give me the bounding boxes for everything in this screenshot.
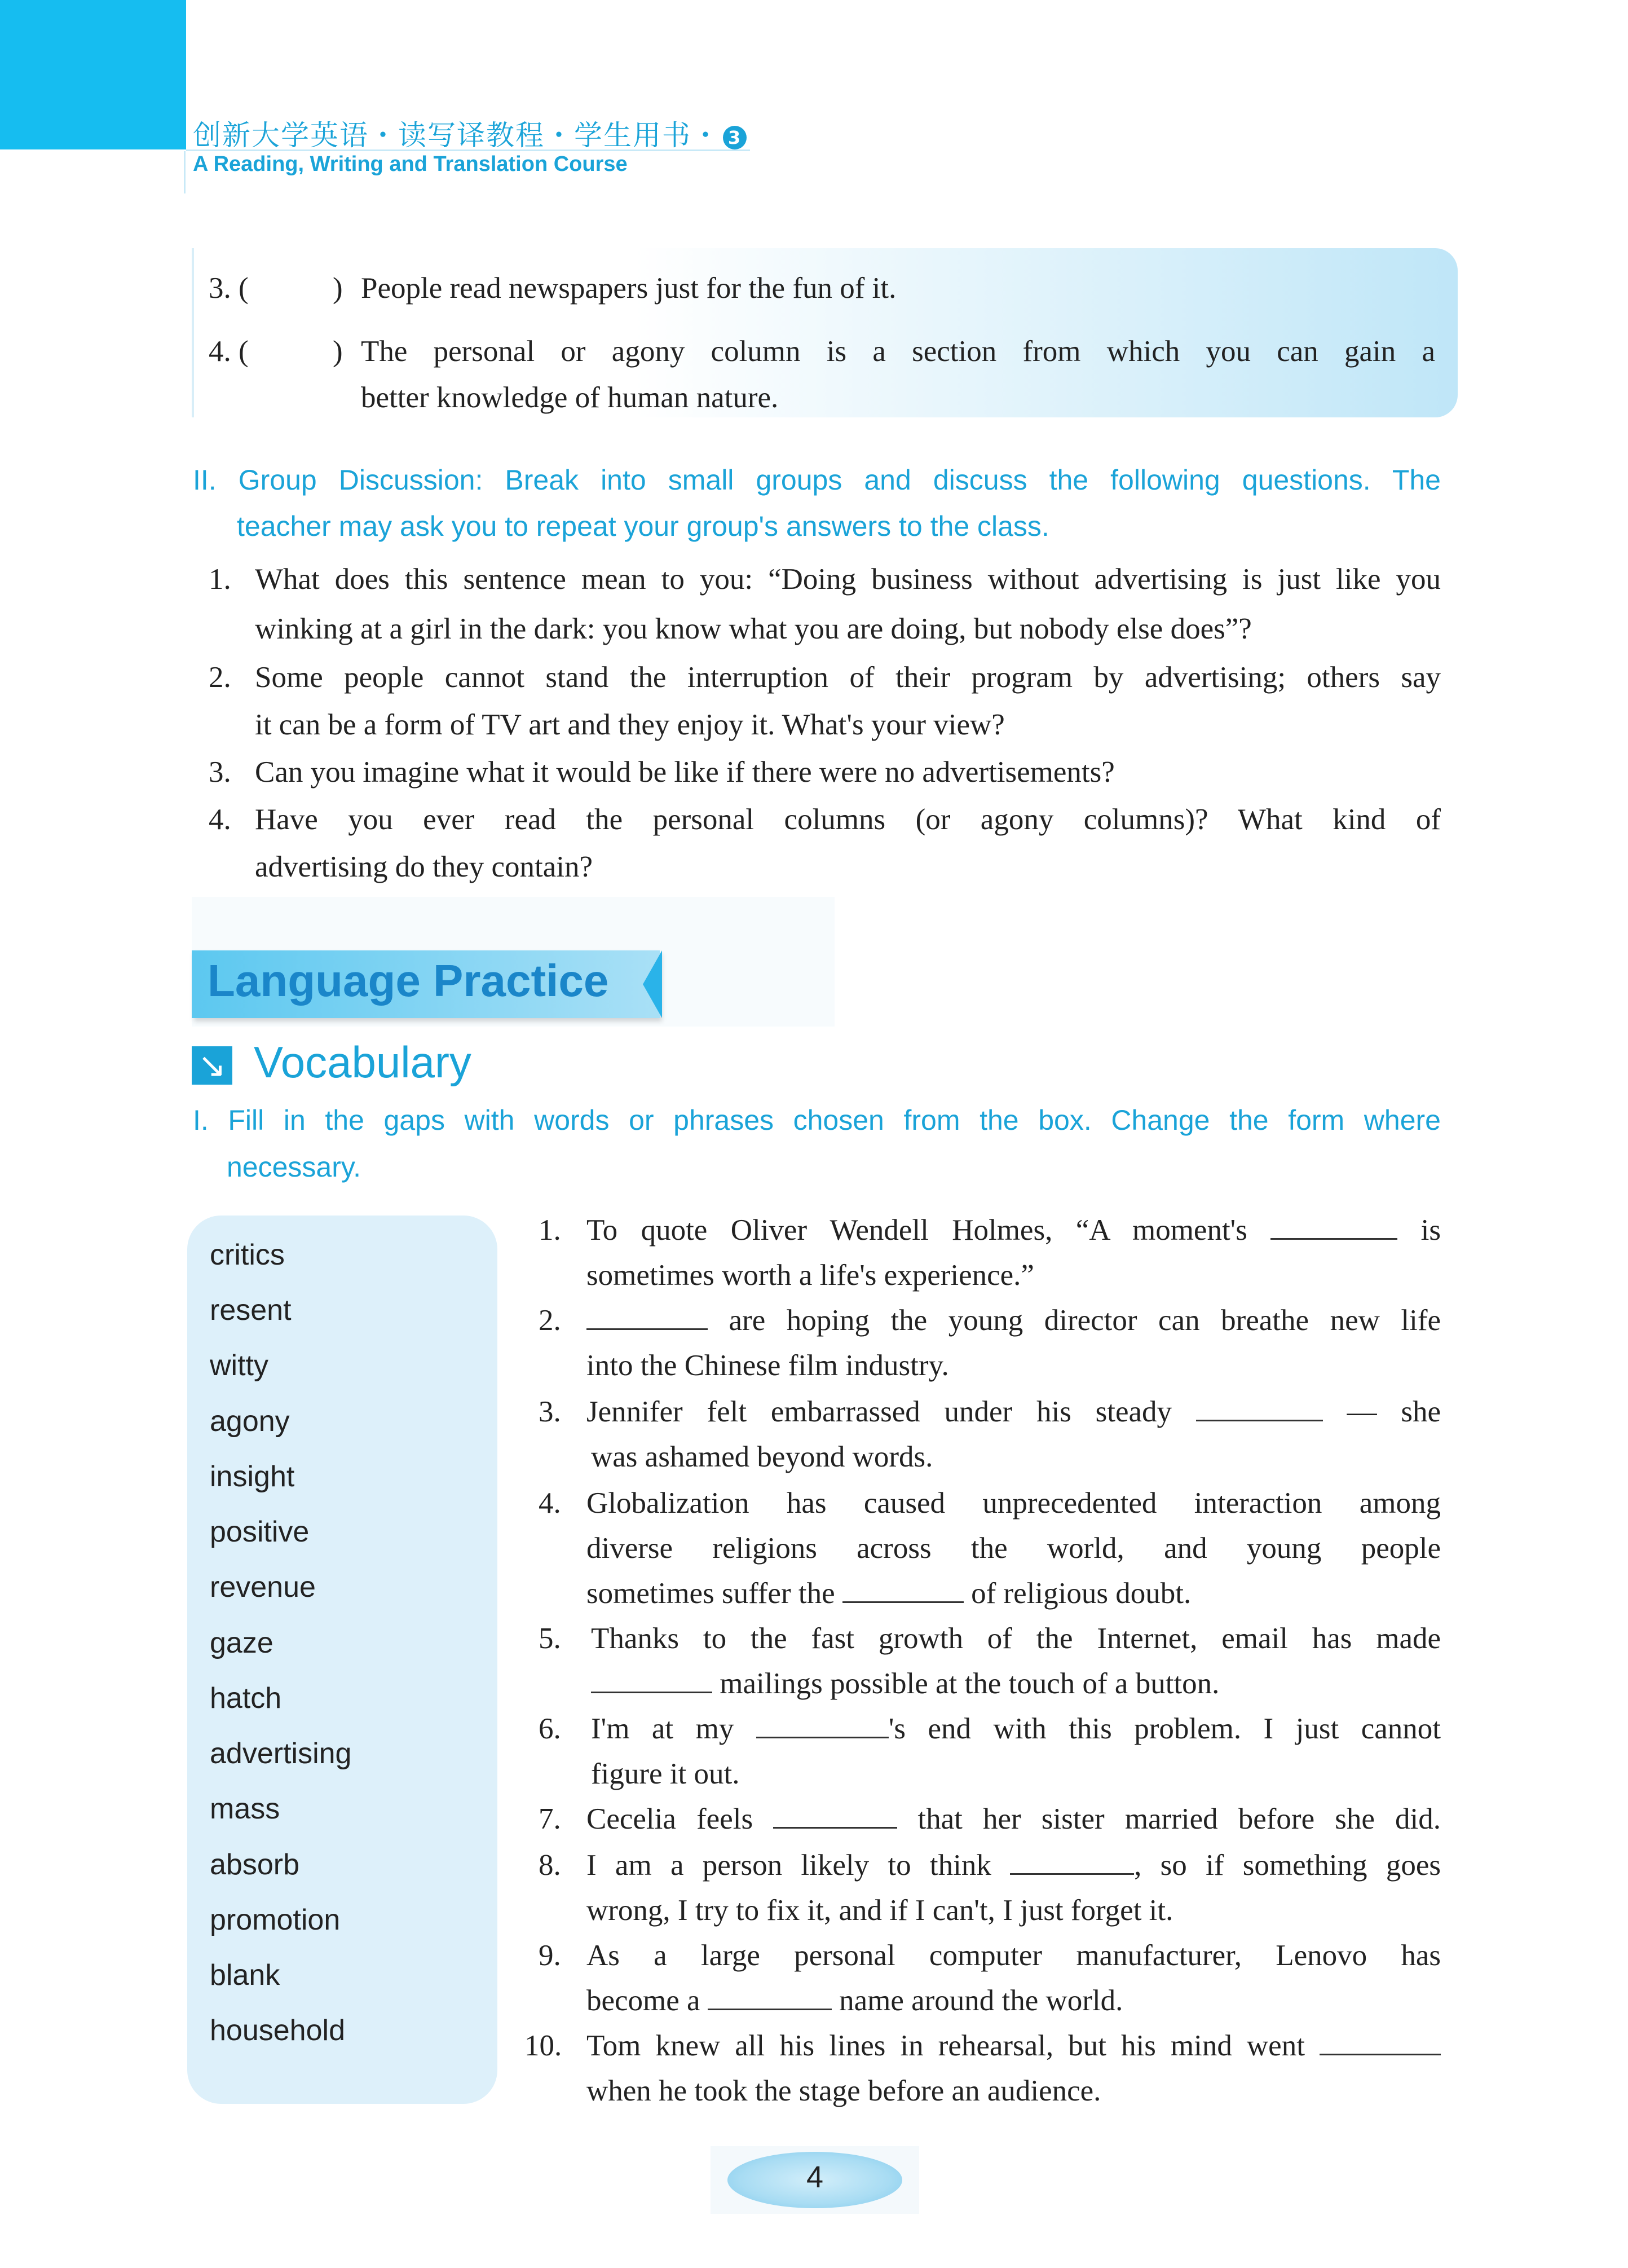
- group-discussion-heading: teacher may ask you to repeat your group's answers to the class.: [237, 510, 1049, 542]
- question-text: advertising do they contain?: [255, 851, 593, 883]
- question-number: 2.: [209, 661, 231, 694]
- answer-blank[interactable]: [756, 1707, 889, 1738]
- exercise-number: 3.: [539, 1395, 561, 1428]
- header-title-en: A Reading, Writing and Translation Course: [193, 152, 628, 176]
- header-divider: [184, 151, 186, 193]
- exercise-line: into the Chinese film industry.: [586, 1349, 949, 1382]
- vocabulary-instruction: I. Fill in the gaps with words or phrases chosen from the box. Change the form where: [193, 1104, 1441, 1136]
- tf-item-text: People read newspapers just for the fun of it.: [361, 272, 897, 305]
- vocabulary-title: Vocabulary: [254, 1037, 471, 1087]
- word-box-item: advertising: [210, 1737, 352, 1770]
- question-text: Some people cannot stand the interruption of their program by advertising; others say: [255, 661, 1441, 694]
- vocabulary-instruction: necessary.: [227, 1151, 361, 1183]
- question-text: Have you ever read the personal columns (or agony columns)? What kind of: [255, 803, 1441, 836]
- answer-blank[interactable]: [1010, 1843, 1134, 1875]
- exercise-line: To quote Oliver Wendell Holmes, “A moment's is: [586, 1207, 1441, 1253]
- arrow-down-right-icon: ↘: [192, 1046, 232, 1085]
- word-box-item: agony: [210, 1405, 290, 1438]
- exercise-line: I'm at my 's end with this problem. I just cannot: [591, 1706, 1441, 1752]
- language-practice-title: Language Practice: [208, 955, 609, 1006]
- page-number: 4: [727, 2152, 902, 2208]
- language-practice-banner: [192, 950, 660, 1018]
- exercise-line: Globalization has caused unprecedented interaction among: [586, 1487, 1441, 1520]
- tf-item-number: 3. (: [209, 272, 249, 305]
- word-box-item: positive: [210, 1516, 310, 1548]
- banner-tip-icon: [643, 950, 662, 1018]
- question-text: What does this sentence mean to you: “Doing business without advertising is just like you: [255, 563, 1441, 596]
- word-box-item: absorb: [210, 1848, 299, 1881]
- header-title-cn: 创新大学英语・读写译教程・学生用书・ 3: [193, 113, 747, 153]
- exercise-line: when he took the stage before an audience.: [586, 2075, 1101, 2107]
- answer-blank[interactable]: [773, 1797, 897, 1829]
- exercise-line: Tom knew all his lines in rehearsal, but his mind went: [586, 2023, 1441, 2069]
- word-box-item: blank: [210, 1959, 280, 1992]
- exercise-number: 9.: [539, 1939, 561, 1972]
- question-number: 1.: [209, 563, 231, 596]
- exercise-number: 2.: [539, 1304, 561, 1337]
- word-box-item: gaze: [210, 1627, 273, 1659]
- answer-blank[interactable]: [586, 1298, 708, 1330]
- exercise-number: 10.: [524, 2029, 562, 2062]
- answer-blank[interactable]: [842, 1571, 964, 1603]
- tf-item-paren: ): [333, 335, 343, 368]
- word-box-item: resent: [210, 1294, 292, 1327]
- word-box-item: insight: [210, 1460, 295, 1493]
- word-box-item: household: [210, 2014, 345, 2047]
- tf-item-number: 4. (: [209, 335, 249, 368]
- exercise-number: 4.: [539, 1487, 561, 1520]
- exercise-number: 1.: [539, 1214, 561, 1247]
- exercise-line: wrong, I try to fix it, and if I can't, I just forget it.: [586, 1894, 1173, 1927]
- question-text: winking at a girl in the dark: you know what you are doing, but nobody else does”?: [255, 613, 1252, 645]
- exercise-line: mailings possible at the touch of a button.: [591, 1661, 1441, 1707]
- answer-blank[interactable]: [591, 1662, 712, 1693]
- exercise-line: Jennifer felt embarrassed under his steady — she: [586, 1389, 1441, 1435]
- corner-color-block: [0, 0, 186, 149]
- question-number: 3.: [209, 756, 231, 789]
- exercise-number: 6.: [539, 1712, 561, 1745]
- word-box-item: revenue: [210, 1571, 316, 1604]
- exercise-line: As a large personal computer manufacturer, Lenovo has: [586, 1939, 1441, 1972]
- exercise-line: Thanks to the fast growth of the Internet, email has made: [591, 1622, 1441, 1655]
- exercise-line: Cecelia feels that her sister married before she did.: [586, 1796, 1441, 1842]
- exercise-line: sometimes suffer the of religious doubt.: [586, 1570, 1441, 1617]
- exercise-number: 5.: [539, 1622, 561, 1655]
- exercise-number: 8.: [539, 1849, 561, 1882]
- exercise-number: 7.: [539, 1803, 561, 1835]
- tf-item-text: The personal or agony column is a section from which you can gain a: [361, 335, 1435, 368]
- question-number: 4.: [209, 803, 231, 836]
- word-box-item: critics: [210, 1239, 285, 1271]
- answer-blank[interactable]: [708, 1979, 832, 2010]
- word-box-item: hatch: [210, 1682, 282, 1715]
- tf-item-paren: ): [333, 272, 343, 305]
- exercise-line: are hoping the young director can breathe new life: [586, 1297, 1441, 1344]
- exercise-line: was ashamed beyond words.: [591, 1441, 933, 1473]
- group-discussion-heading: II. Group Discussion: Break into small groups and discuss the following questions. The: [193, 464, 1441, 496]
- exercise-line: figure it out.: [591, 1758, 740, 1790]
- exercise-line: sometimes worth a life's experience.”: [586, 1259, 1034, 1292]
- exercise-line: diverse religions across the world, and young people: [586, 1532, 1441, 1565]
- tf-item-text: better knowledge of human nature.: [361, 381, 779, 414]
- word-box-item: mass: [210, 1793, 280, 1825]
- question-text: it can be a form of TV art and they enjoy it. What's your view?: [255, 708, 1005, 741]
- question-text: Can you imagine what it would be like if there were no advertisements?: [255, 756, 1115, 789]
- exercise-line: become a name around the world.: [586, 1978, 1441, 2024]
- volume-badge: 3: [723, 126, 747, 149]
- answer-blank[interactable]: [1320, 2024, 1441, 2055]
- word-box-item: promotion: [210, 1904, 341, 1936]
- answer-blank[interactable]: [1270, 1208, 1397, 1240]
- answer-blank[interactable]: [1196, 1390, 1323, 1421]
- exercise-line: I am a person likely to think , so if something goes: [586, 1842, 1441, 1888]
- word-box-item: witty: [210, 1349, 268, 1382]
